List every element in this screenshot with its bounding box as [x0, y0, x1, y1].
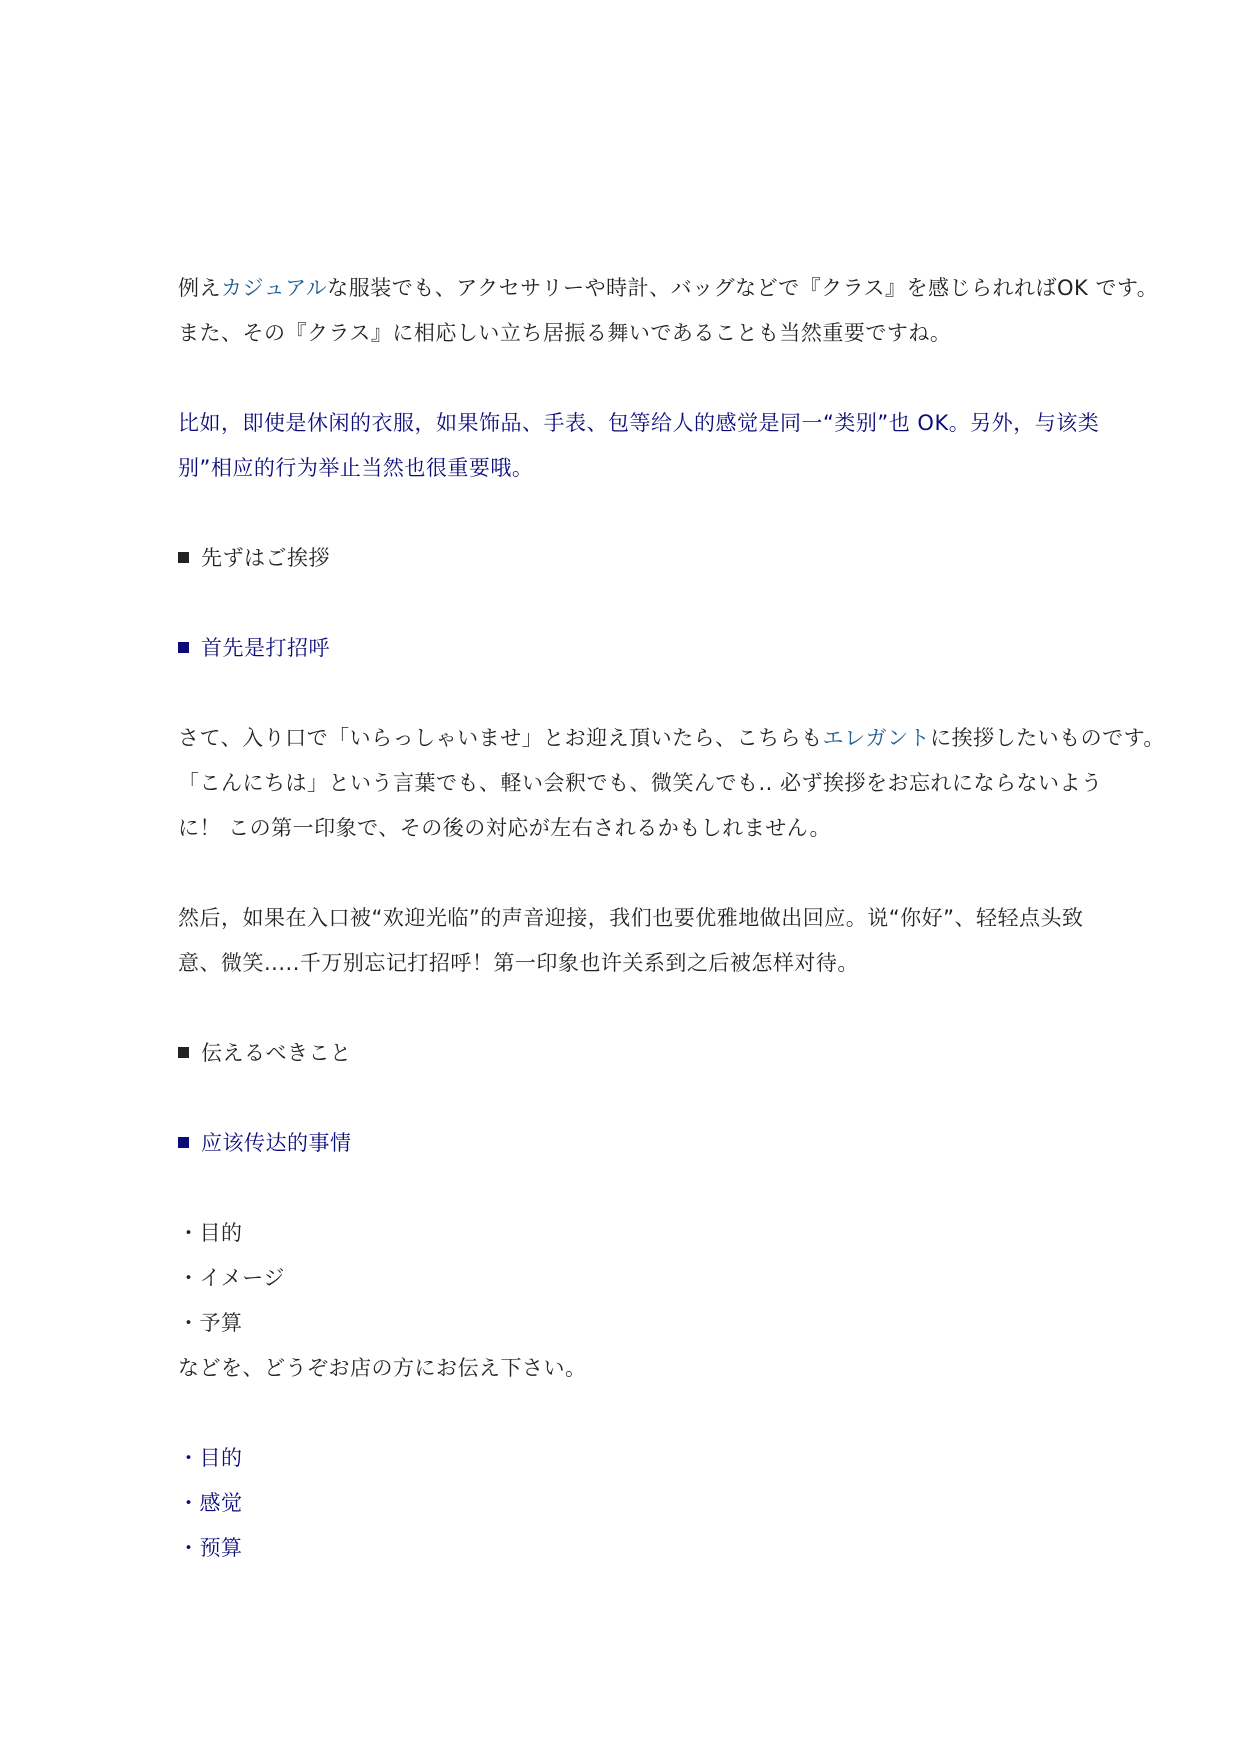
square-bullet-icon [178, 642, 189, 653]
paragraph-jp-2-line-2: 「こんにちは」という言葉でも、軽い会釈でも、微笑んでも.. 必ず挨拶をお忘れにならないよう [178, 771, 1103, 795]
paragraph-zh-2-line-1: 然后，如果在入口被“欢迎光临”的声音迎接，我们也要优雅地做出回应。说“你好”、轻轻点头致 [178, 906, 1084, 930]
square-bullet-icon [178, 552, 189, 563]
text-segment: さて、入り口で「いらっしゃいませ」とお迎え頂いたら、こちらも [178, 726, 823, 750]
text-segment: 例え [178, 276, 221, 300]
document-body [178, 266, 1165, 1571]
spacer [178, 1391, 1078, 1436]
paragraph-jp-1-line-2: また、その『クラス』に相応しい立ち居振る舞いであることも当然重要ですね。 [178, 321, 952, 345]
heading-jp-1 [178, 536, 1078, 581]
heading-zh-1 [178, 626, 1078, 671]
paragraph-jp-1-line-1 [178, 266, 1159, 311]
list-item: ・感觉 [178, 1491, 243, 1515]
spacer [178, 671, 1078, 716]
heading-zh-2 [178, 1121, 1078, 1166]
spacer [178, 581, 1078, 626]
heading-text: 应该传达的事情 [201, 1131, 352, 1155]
list-item: ・イメージ [178, 1266, 285, 1290]
spacer [178, 356, 1078, 401]
paragraph-zh-1-line-1: 比如，即使是休闲的衣服，如果饰品、手表、包等给人的感觉是同一“类别”也 OK。另外，与该类 [178, 411, 1100, 435]
square-bullet-icon [178, 1137, 189, 1148]
spacer [178, 1166, 1078, 1211]
spacer [178, 851, 1078, 896]
text-segment: に挨拶したいものです。 [930, 726, 1165, 750]
list-item: ・目的 [178, 1221, 243, 1245]
text-segment: な服装でも、アクセサリーや時計、バッグなどで『クラス』を感じられればOK です。 [327, 276, 1159, 300]
spacer [178, 986, 1078, 1031]
spacer [178, 491, 1078, 536]
paragraph-jp-2-line-1 [178, 716, 1165, 761]
list-item: ・目的 [178, 1446, 243, 1470]
paragraph-jp-3: などを、どうぞお店の方にお伝え下さい。 [178, 1356, 587, 1380]
list-item: ・予算 [178, 1311, 243, 1335]
elegant-link[interactable]: エレガント [822, 726, 931, 750]
square-bullet-icon [178, 1047, 189, 1058]
spacer [178, 1076, 1078, 1121]
paragraph-jp-2-line-3: に！ この第一印象で、その後の対応が左右されるかもしれません。 [178, 816, 832, 840]
heading-text: 伝えるべきこと [201, 1041, 352, 1065]
heading-text: 先ずはご挨拶 [201, 546, 330, 570]
heading-jp-2 [178, 1031, 1078, 1076]
heading-text: 首先是打招呼 [201, 636, 330, 660]
casual-link[interactable]: カジュアル [221, 276, 328, 300]
paragraph-zh-1-line-2: 别”相应的行为举止当然也很重要哦。 [178, 456, 534, 480]
paragraph-zh-2-line-2: 意、微笑.....千万别忘记打招呼！第一印象也许关系到之后被怎样对待。 [178, 951, 859, 975]
list-item: ・预算 [178, 1536, 243, 1560]
